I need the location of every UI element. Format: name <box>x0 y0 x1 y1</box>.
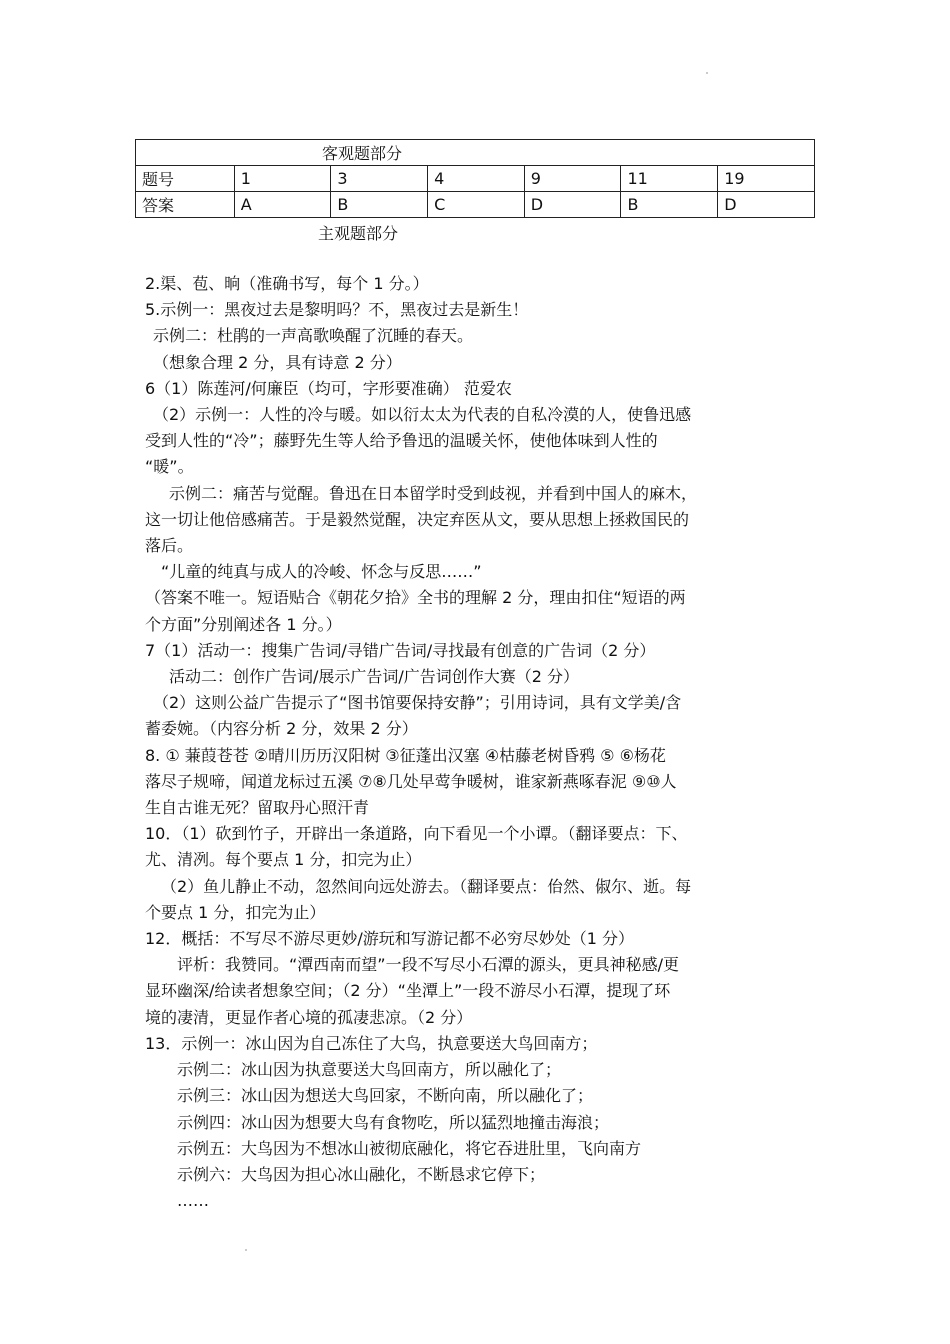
answer-cell: B <box>621 192 718 218</box>
question-number-row <box>136 166 815 192</box>
answer-line: 2.渠、苞、晌（准确书写，每个 1 分。） <box>145 274 429 293</box>
answer-line: 13．示例一：冰山因为自己冻住了大鸟，执意要送大鸟回南方； <box>145 1033 598 1053</box>
answer-line: 示例三：冰山因为想送大鸟回家，不断向南，所以融化了； <box>177 1086 594 1106</box>
answer-row <box>136 192 815 218</box>
question-number-cell: 9 <box>524 166 621 192</box>
answer-line: 示例二：冰山因为执意要送大鸟回南方，所以融化了； <box>177 1060 562 1080</box>
answer-line: （2）这则公益广告提示了“图书馆要保持安静”；引用诗词，具有文学美/含 <box>153 693 682 713</box>
answer-line: 境的凄清，更显作者心境的孤凄悲凉。（2 分） <box>145 1007 473 1027</box>
answer-line: 12．概括：不写尽不游尽更妙/游玩和写游记都不必穷尽妙处（1 分） <box>145 929 635 949</box>
answer-line: 活动二：创作广告词/展示广告词/广告词创作大赛（2 分） <box>169 667 580 687</box>
answer-line: “儿童的纯真与成人的冷峻、怀念与反思……” <box>161 562 482 582</box>
answer-line: 落后。 <box>145 536 194 556</box>
answer-line: （答案不唯一。短语贴合《朝花夕拾》全书的理解 2 分，理由扣住“短语的两 <box>145 588 686 608</box>
table-caption-row <box>136 140 815 166</box>
question-number-cell: 3 <box>331 166 428 192</box>
question-number-cell: 11 <box>621 166 718 192</box>
objective-section-title: 客观题部分 <box>136 140 815 166</box>
answer-cell: C <box>428 192 525 218</box>
answer-line: 显环幽深/给读者想象空间；（2 分）“坐潭上”一段不游尽小石潭，提现了环 <box>145 981 671 1001</box>
answer-line: 尤、清冽。每个要点 1 分，扣完为止） <box>145 850 422 870</box>
answer-line: 评析：我赞同。“潭西南而望”一段不写尽小石潭的源头，更具神秘感/更 <box>177 955 679 975</box>
answer-line: 落尽子规啼，闻道龙标过五溪 ⑦⑧几处早莺争暖树，谁家新燕啄春泥 ⑨⑩人 <box>145 771 677 791</box>
answer-line: 个要点 1 分，扣完为止） <box>145 902 326 922</box>
subjective-section-title: 主观题部分 <box>318 224 399 243</box>
answer-cell: D <box>524 192 621 218</box>
answer-line: “暖”。 <box>145 457 194 477</box>
answer-line: 示例五：大鸟因为不想冰山被彻底融化，将它吞进肚里，飞向南方 <box>177 1138 642 1158</box>
question-number-cell: 19 <box>718 166 815 192</box>
answer-line: 示例二：杜鹃的一声高歌唤醒了沉睡的春天。 <box>153 326 474 346</box>
answer-line: 示例四：冰山因为想要大鸟有食物吃，所以猛烈地撞击海浪； <box>177 1112 610 1132</box>
answer-line: 6（1）陈莲河/何廉臣（均可，字形要准确） 范爱农 <box>145 378 512 398</box>
answer-line: （想象合理 2 分，具有诗意 2 分） <box>153 352 402 372</box>
question-number-cell: 4 <box>428 166 525 192</box>
answer-header: 答案 <box>136 192 235 218</box>
page-mark-dot <box>245 1249 247 1251</box>
answer-line: 5.示例一：黑夜过去是黎明吗？不，黑夜过去是新生！ <box>145 300 529 320</box>
answer-text <box>145 271 810 1214</box>
objective-answer-table <box>135 139 815 218</box>
answer-cell: D <box>718 192 815 218</box>
answer-line: …… <box>177 1191 209 1211</box>
answer-cell: B <box>331 192 428 218</box>
question-number-cell: 1 <box>234 166 331 192</box>
answer-line: 10．（1）砍到竹子，开辟出一条道路，向下看见一个小谭。（翻译要点：下、 <box>145 824 688 844</box>
answer-line: 受到人性的“冷”；藤野先生等人给予鲁迅的温暖关怀，使他体味到人性的 <box>145 431 658 451</box>
answer-line: 生自古谁无死？留取丹心照汗青 <box>145 798 370 818</box>
answer-line: 个方面”分别阐述各 1 分。） <box>145 614 342 634</box>
answer-line: 7（1）活动一：搜集广告词/寻错广告词/寻找最有创意的广告词（2 分） <box>145 640 656 660</box>
answer-line: （2）鱼儿静止不动，忽然间向远处游去。（翻译要点：佁然、俶尔、逝。每 <box>161 876 692 896</box>
answer-line: 8. ① 蒹葭苍苍 ②晴川历历汉阳树 ③征蓬出汉塞 ④枯藤老树昏鸦 ⑤ ⑥杨花 <box>145 745 666 765</box>
answer-cell: A <box>234 192 331 218</box>
answer-line: 蓄委婉。（内容分析 2 分，效果 2 分） <box>145 719 418 739</box>
page-mark-dot <box>706 72 708 74</box>
answer-line: （2）示例一：人性的冷与暖。如以衍太太为代表的自私冷漠的人，使鲁迅感 <box>153 405 692 425</box>
question-number-header: 题号 <box>136 166 235 192</box>
answer-line: 示例二：痛苦与觉醒。鲁迅在日本留学时受到歧视，并看到中国人的麻木， <box>169 483 698 503</box>
answer-line: 这一切让他倍感痛苦。于是毅然觉醒，决定弃医从文，要从思想上拯救国民的 <box>145 509 690 529</box>
answer-line: 示例六：大鸟因为担心冰山融化，不断恳求它停下； <box>177 1164 546 1184</box>
